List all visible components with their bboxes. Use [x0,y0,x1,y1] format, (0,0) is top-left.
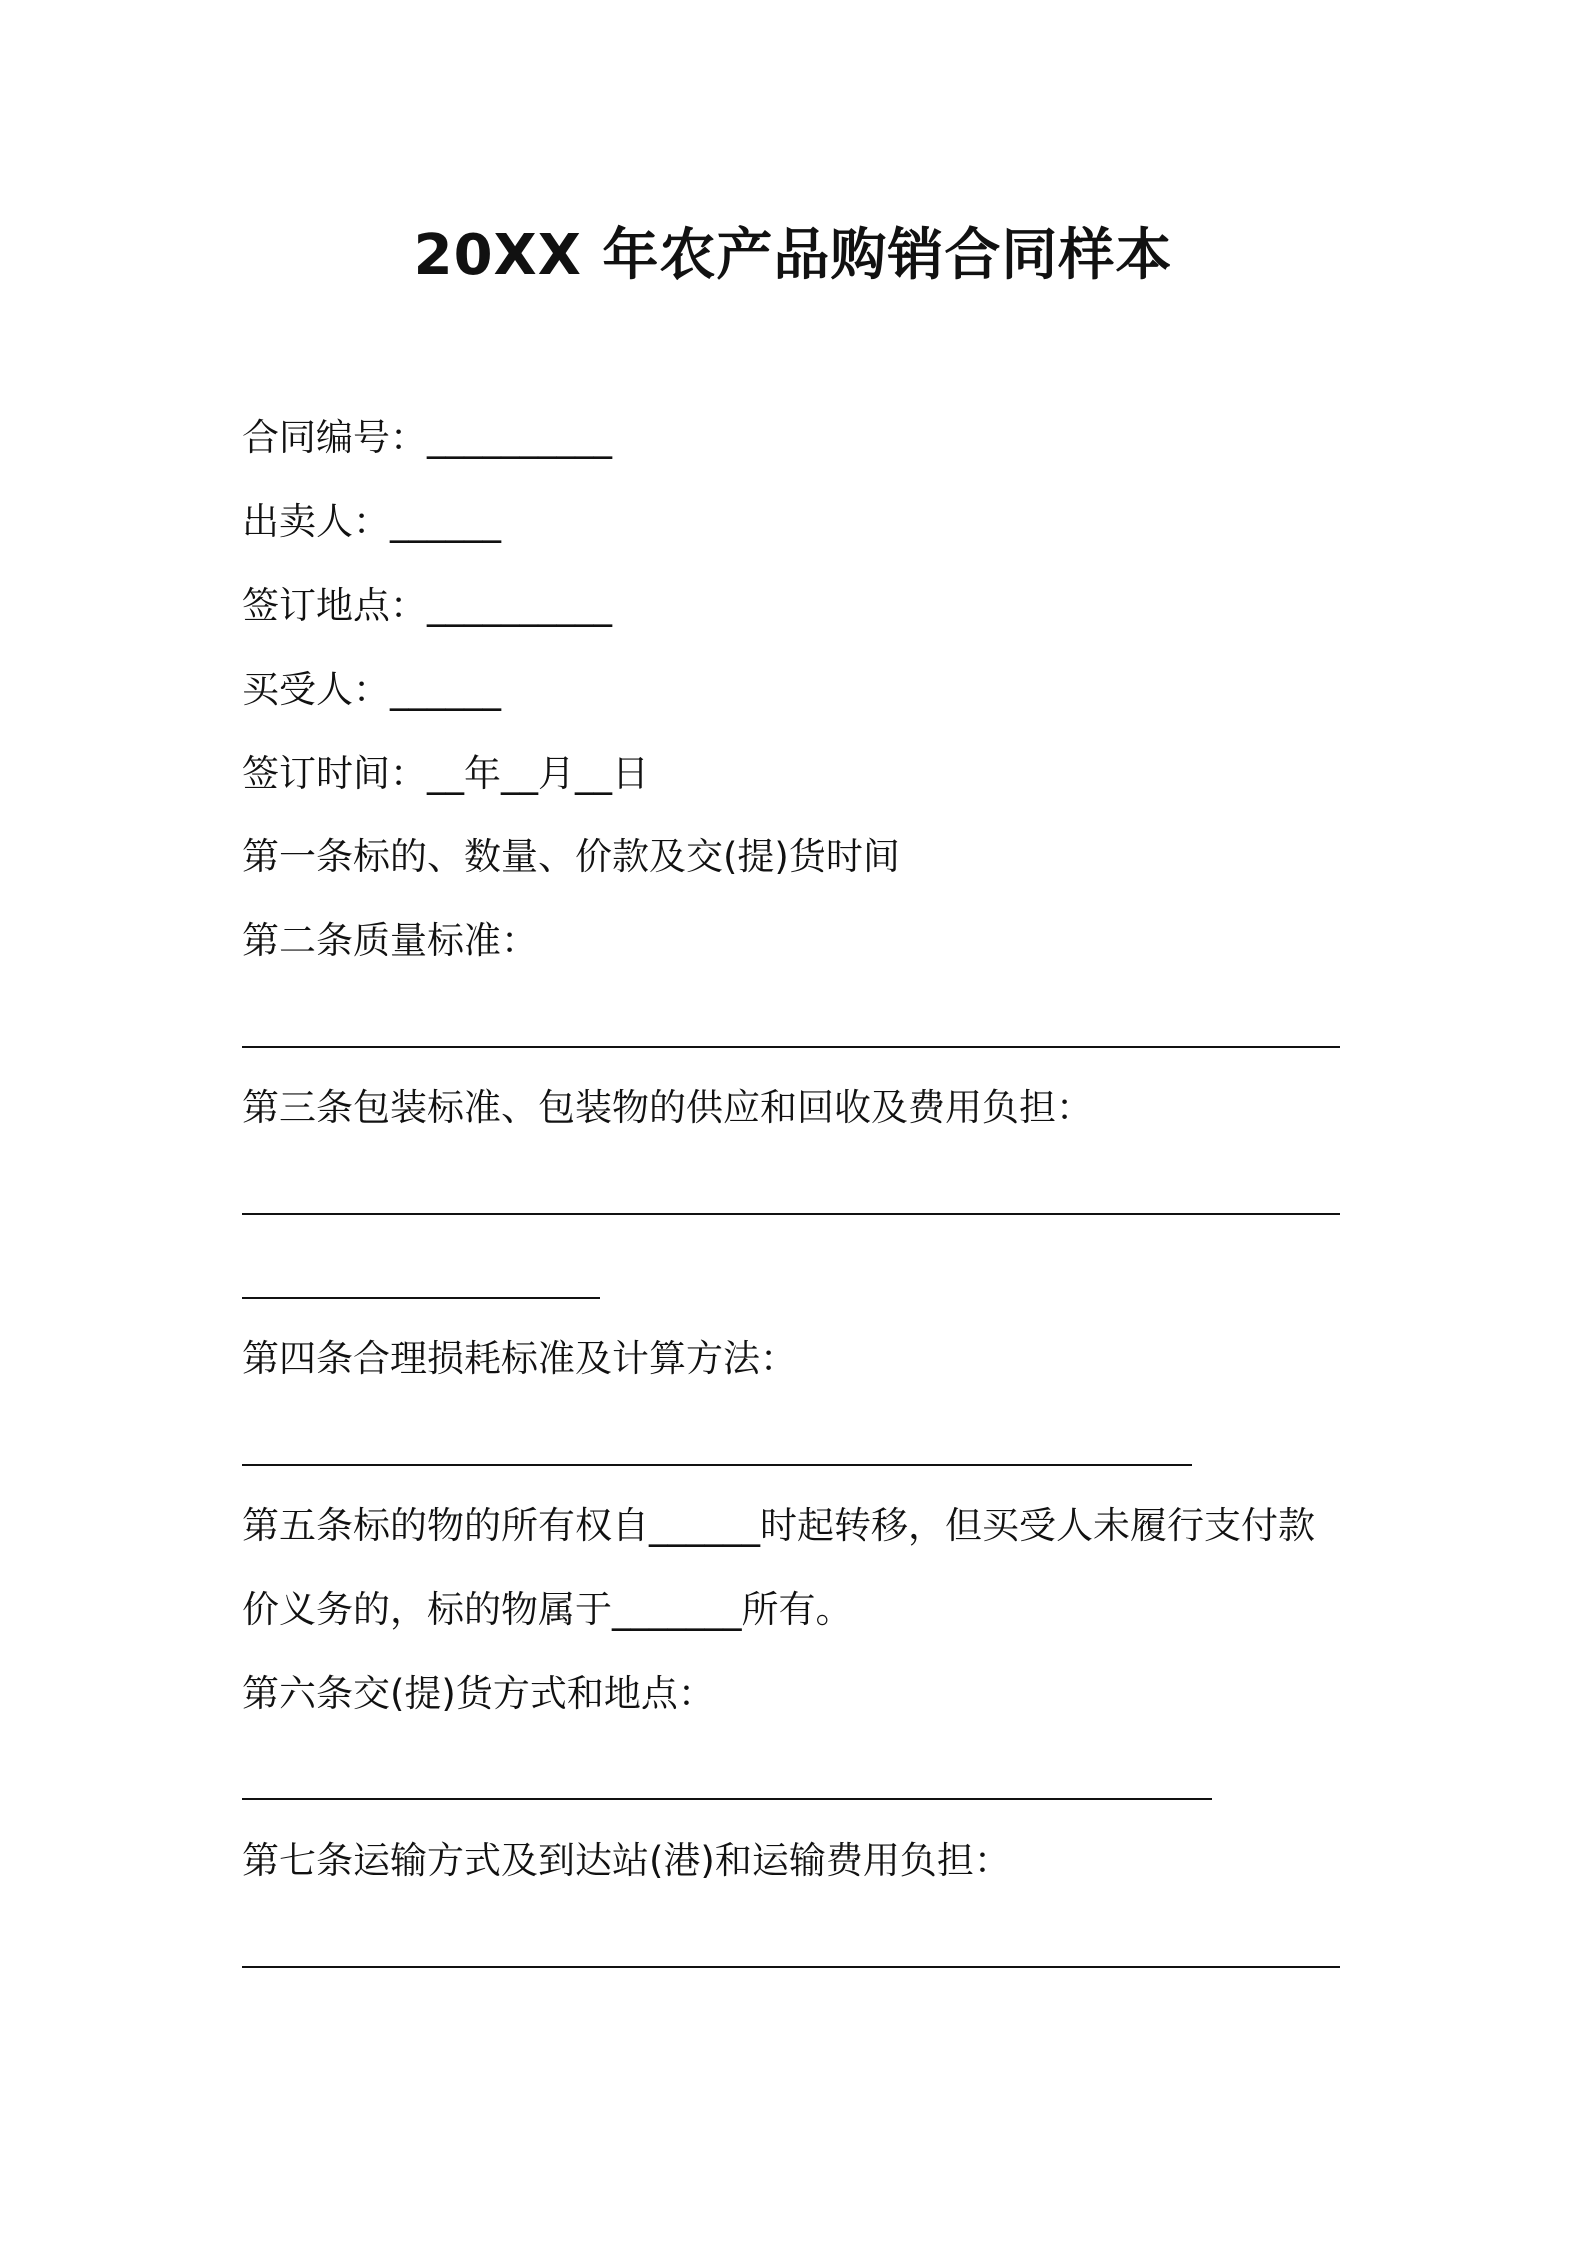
blank-line [242,1966,1340,1968]
buyer-field: 买受人：______ [242,668,501,711]
clause-5-line-1: 第五条标的物的所有权自______时起转移，但买受人未履行支付款 [242,1504,1315,1547]
clause-4: 第四条合理损耗标准及计算方法： [242,1337,797,1380]
blank-line [242,1297,600,1299]
seller-field: 出卖人：______ [242,500,501,543]
clause-2: 第二条质量标准： [242,919,538,962]
clause-3: 第三条包装标准、包装物的供应和回收及费用负担： [242,1086,1093,1129]
clause-1: 第一条标的、数量、价款及交(提)货时间 [242,835,900,878]
blank-line [242,1213,1340,1215]
signing-date-field: 签订时间：__年__月__日 [242,752,649,795]
clause-7: 第七条运输方式及到达站(港)和运输费用负担： [242,1839,1011,1882]
blank-line [242,1464,1192,1466]
blank-line [242,1046,1340,1048]
blank-line [242,1798,1212,1800]
signing-place-field: 签订地点：__________ [242,584,612,627]
clause-6: 第六条交(提)货方式和地点： [242,1672,715,1715]
clause-5-line-2: 价义务的，标的物属于_______所有。 [242,1588,853,1631]
document-title: 20XX 年农产品购销合同样本 [413,223,1173,288]
contract-number-field: 合同编号：__________ [242,416,612,459]
